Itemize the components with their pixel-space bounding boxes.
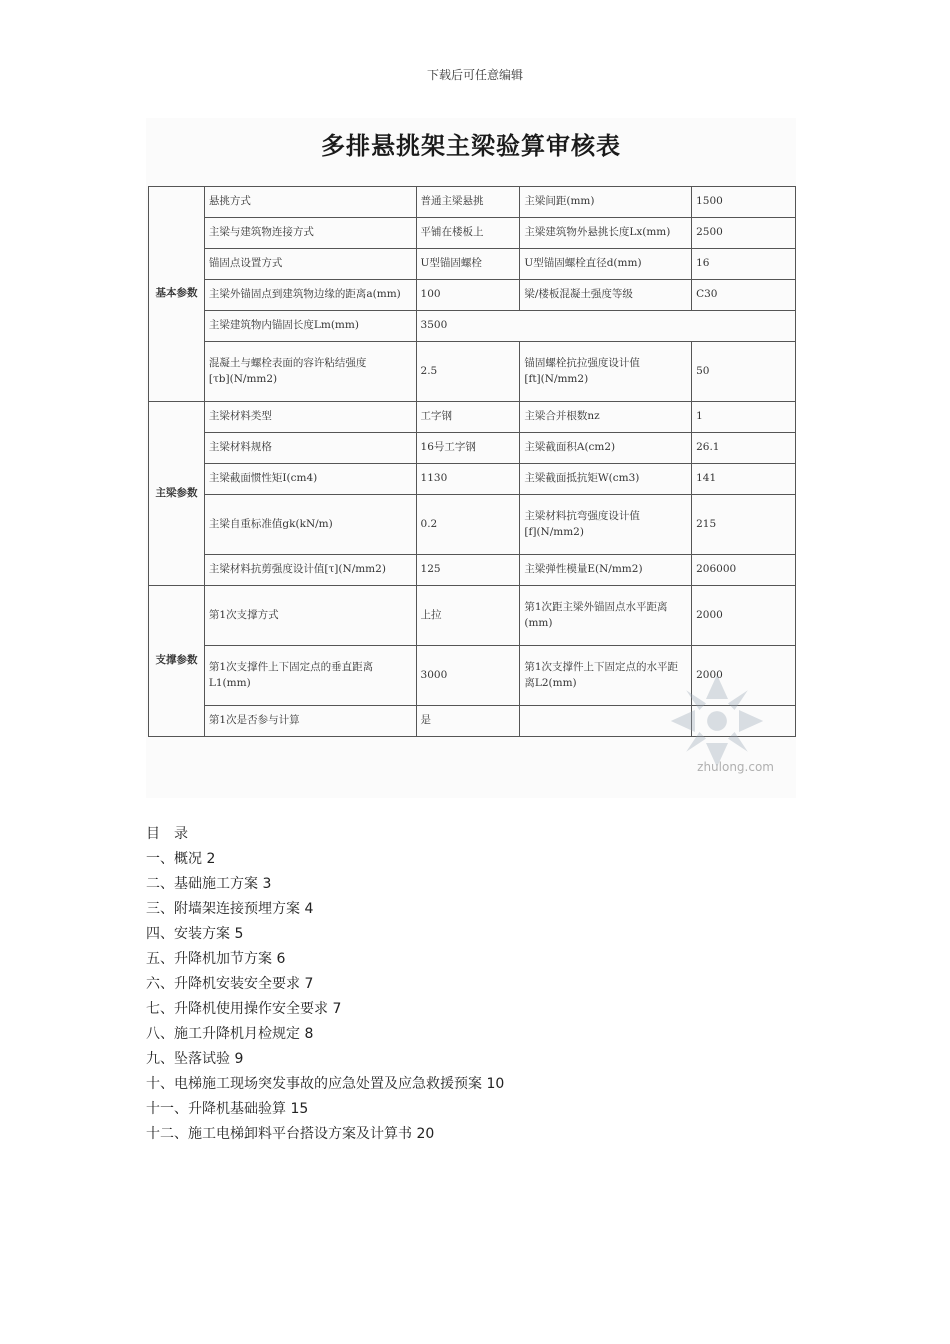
- cell-line: [ft](N/mm2): [524, 372, 589, 385]
- cell: [520, 342, 692, 402]
- cell-line: 第1次支撑件上下固定点的水平距: [524, 661, 679, 674]
- table-row: [149, 402, 796, 433]
- cell: 26.1: [692, 433, 796, 464]
- group-basic-params: 基本参数: [149, 187, 205, 402]
- cell-line: [f](N/mm2): [524, 525, 584, 538]
- toc-item: 十二、施工电梯卸料平台搭设方案及计算书 20: [146, 1126, 435, 1142]
- cell: 主梁弹性模量E(N/mm2): [520, 555, 692, 586]
- cell: 1130: [416, 464, 520, 495]
- cell: U型锚固螺栓直径d(mm): [520, 249, 692, 280]
- cell-line: 离L2(mm): [524, 676, 577, 689]
- cell: [204, 342, 416, 402]
- cell: 215: [692, 495, 796, 555]
- cell: 主梁间距(mm): [520, 187, 692, 218]
- cell: 50: [692, 342, 796, 402]
- cell: 206000: [692, 555, 796, 586]
- cell: 主梁材料抗剪强度设计值[τ](N/mm2): [204, 555, 416, 586]
- cell: [204, 646, 416, 706]
- cell: 2000: [692, 586, 796, 646]
- table-row: [149, 464, 796, 495]
- cell: 第1次是否参与计算: [204, 706, 416, 737]
- cell: 主梁截面抵抗矩W(cm3): [520, 464, 692, 495]
- cell: 是: [416, 706, 520, 737]
- cell: U型锚固螺栓: [416, 249, 520, 280]
- cell: 主梁自重标准值gk(kN/m): [204, 495, 416, 555]
- cell: 主梁材料类型: [204, 402, 416, 433]
- cell: C30: [692, 280, 796, 311]
- audit-table: [148, 186, 796, 737]
- cell: 主梁合并根数nz: [520, 402, 692, 433]
- table-row: [149, 495, 796, 555]
- toc-item: 八、施工升降机月检规定 8: [146, 1026, 314, 1042]
- cell-line: 锚固螺栓抗拉强度设计值: [524, 357, 640, 370]
- cell-line: (mm): [524, 616, 553, 629]
- table-of-contents: [146, 824, 826, 1149]
- cell: 2.5: [416, 342, 520, 402]
- cell: 141: [692, 464, 796, 495]
- cell-line: L1(mm): [208, 676, 251, 689]
- watermark-text: zhulong.com: [697, 760, 774, 774]
- toc-heading: 目 录: [146, 826, 188, 842]
- cell: 主梁建筑物内锚固长度Lm(mm): [204, 311, 416, 342]
- table-row: [149, 218, 796, 249]
- cell: 主梁截面积A(cm2): [520, 433, 692, 464]
- cell: 悬挑方式: [204, 187, 416, 218]
- group-support-params: 支撑参数: [149, 586, 205, 737]
- cell: 锚固点设置方式: [204, 249, 416, 280]
- cell: 梁/楼板混凝土强度等级: [520, 280, 692, 311]
- toc-item: 九、坠落试验 9: [146, 1051, 244, 1067]
- cell: 0.2: [416, 495, 520, 555]
- table-row: [149, 433, 796, 464]
- table-row: [149, 586, 796, 646]
- cell-line: [τb](N/mm2): [208, 372, 278, 385]
- cell: 3500: [416, 311, 795, 342]
- cell: [520, 495, 692, 555]
- group-beam-params: 主梁参数: [149, 402, 205, 586]
- cell: 普通主梁悬挑: [416, 187, 520, 218]
- toc-item: 四、安装方案 5: [146, 926, 244, 942]
- table-row: [149, 187, 796, 218]
- cell: 2500: [692, 218, 796, 249]
- cell: 100: [416, 280, 520, 311]
- cell: 主梁外锚固点到建筑物边缘的距离a(mm): [204, 280, 416, 311]
- cell-line: 第1次支撑件上下固定点的垂直距离: [208, 661, 374, 674]
- cell: 上拉: [416, 586, 520, 646]
- toc-item: 五、升降机加节方案 6: [146, 951, 286, 967]
- cell: 125: [416, 555, 520, 586]
- toc-item: 六、升降机安装安全要求 7: [146, 976, 314, 992]
- cell: 2000: [692, 646, 796, 706]
- cell-line: 主梁材料抗弯强度设计值: [524, 510, 640, 523]
- cell: 平铺在楼板上: [416, 218, 520, 249]
- table-row: [149, 249, 796, 280]
- audit-table-image: [146, 118, 796, 798]
- cell-line: 第1次距主梁外锚固点水平距离: [524, 601, 668, 614]
- cell: 主梁材料规格: [204, 433, 416, 464]
- cell: [520, 586, 692, 646]
- cell: 1500: [692, 187, 796, 218]
- table-row: [149, 311, 796, 342]
- cell: 工字钢: [416, 402, 520, 433]
- toc-item: 十一、升降机基础验算 15: [146, 1101, 309, 1117]
- cell: 主梁与建筑物连接方式: [204, 218, 416, 249]
- table-row: [149, 342, 796, 402]
- toc-item: 七、升降机使用操作安全要求 7: [146, 1001, 342, 1017]
- cell: 16: [692, 249, 796, 280]
- cell: 3000: [416, 646, 520, 706]
- cell: 主梁建筑物外悬挑长度Lx(mm): [520, 218, 692, 249]
- cell: 16号工字钢: [416, 433, 520, 464]
- cell: 1: [692, 402, 796, 433]
- table-row: [149, 555, 796, 586]
- cell-line: 混凝土与螺栓表面的容许粘结强度: [208, 357, 367, 370]
- toc-item: 二、基础施工方案 3: [146, 876, 272, 892]
- toc-item: 十、电梯施工现场突发事故的应急处置及应急救援预案 10: [146, 1076, 505, 1092]
- table-row: [149, 280, 796, 311]
- table-title: 多排悬挑架主梁验算审核表: [321, 132, 621, 160]
- toc-item: 一、概况 2: [146, 851, 216, 867]
- cell: 第1次支撑方式: [204, 586, 416, 646]
- toc-item: 三、附墙架连接预埋方案 4: [146, 901, 314, 917]
- page-header: 下载后可任意编辑: [426, 68, 523, 82]
- cell: 主梁截面惯性矩I(cm4): [204, 464, 416, 495]
